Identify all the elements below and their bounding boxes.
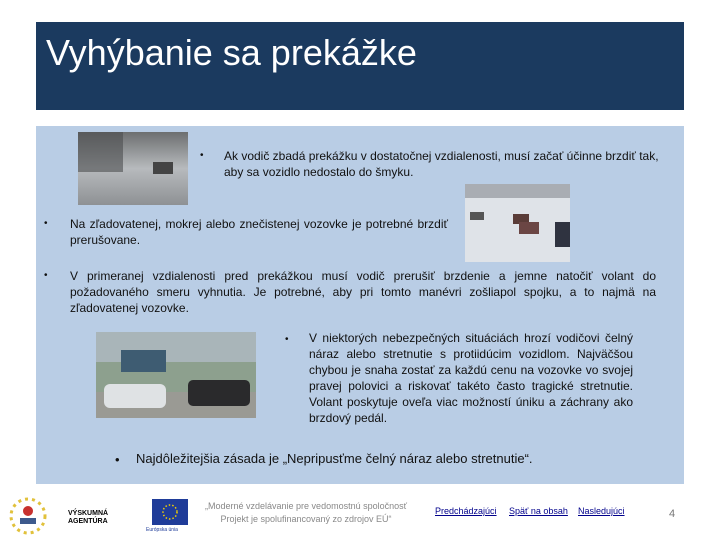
- eu-label: Európska únia: [146, 527, 178, 533]
- car-crash-image: [96, 332, 256, 418]
- next-link[interactable]: Nasledujúci: [578, 506, 625, 516]
- bullet-icon: •: [44, 270, 48, 281]
- key-principle-text: Najdôležitejšia zásada je „Nepripusťme čelný náraz alebo stretnutie“.: [136, 451, 533, 466]
- bullet-text-4: V niektorých nebezpečných situáciách hrozí vodičovi čelný náraz alebo stretnutie s protiidúcim vozidlom. Najväčšou chybou je snaha zostať za každú cenu na vozovke vo svojej pravej polovici a riskovať takéto často tragické stretnutie. Volant poskytuje oveľa viac možností úniku a záchrany ako brzdový pedál.: [309, 331, 633, 425]
- eu-flag-logo: [152, 499, 188, 525]
- table-of-contents-link[interactable]: Späť na obsah: [509, 506, 568, 516]
- bullet-icon: •: [200, 150, 204, 161]
- page-number: 4: [669, 508, 676, 520]
- snow-traffic-image: [465, 184, 570, 262]
- ministry-logo: [8, 496, 48, 536]
- snowy-road-image: [78, 132, 188, 205]
- previous-link[interactable]: Predchádzajúci: [435, 506, 497, 516]
- bullet-icon: •: [44, 218, 48, 229]
- title-bar: [36, 22, 684, 110]
- bullet-icon: •: [285, 334, 289, 345]
- bullet-text-3: V primeranej vzdialenosti pred prekážkou musí vodič prerušiť brzdenie a jemne natočiť volant do požadovaného smeru vyhnutia. Je potrebné, aby pri tomto manévri zošliapol spojku, a to najmä na zľadovatenej vozovke.: [70, 269, 656, 315]
- bullet-text-1: Ak vodič zbadá prekážku v dostatočnej vzdialenosti, musí začať účinne brzdiť tak, aby sa vozidlo nedostalo do šmyku.: [224, 149, 659, 179]
- slogan-line-1: „Moderné vzdelávanie pre vedomostnú spoločnosť: [205, 501, 407, 511]
- project-slogan: [200, 500, 412, 526]
- bullet-text-2: Na zľadovatenej, mokrej alebo znečistenej vozovke je potrebné brzdiť prerušovane.: [70, 217, 448, 247]
- research-agency-logo: VÝSKUMNÁ AGENTÚRA: [68, 510, 109, 525]
- bullet-icon: •: [115, 452, 120, 467]
- slogan-line-2: Projekt je spolufinancovaný zo zdrojov EÚ“: [220, 514, 392, 524]
- slide-title: Vyhýbanie sa prekážke: [46, 32, 417, 73]
